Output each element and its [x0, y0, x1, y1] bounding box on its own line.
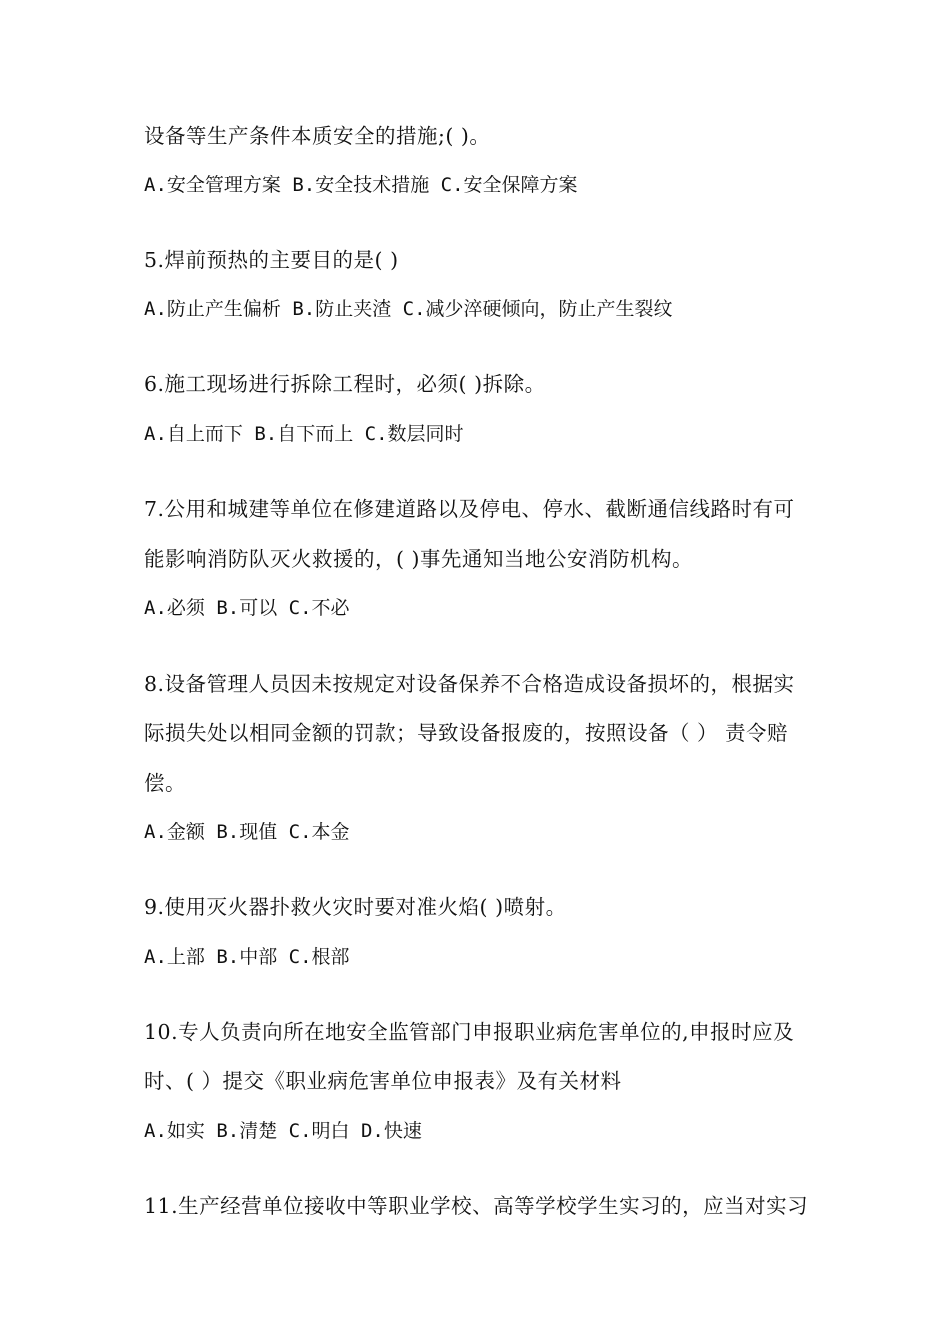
- question-8-stem-line-2: 际损失处以相同金额的罚款；导致设备报废的，按照设备（ ） 责令赔: [144, 721, 789, 745]
- question-10-stem-line-1: 10.专人负责向所在地安全监管部门申报职业病危害单位的,申报时应及: [144, 1020, 795, 1044]
- question-8-stem-line-3: 偿。: [144, 771, 186, 795]
- question-7-stem-line-2: 能影响消防队灭火救援的，( )事先通知当地公安消防机构。: [144, 547, 694, 571]
- question-8-options: A.金额 B.现值 C.本金: [144, 821, 350, 843]
- question-4-stem-end: 设备等生产条件本质安全的措施;( )。: [144, 124, 491, 148]
- question-6-stem: 6.施工现场进行拆除工程时，必须( )拆除。: [144, 372, 546, 396]
- question-10-stem-line-2: 时、( ）提交《职业病危害单位申报表》及有关材料: [144, 1069, 622, 1093]
- question-9-stem: 9.使用灭火器扑救火灾时要对准火焰( )喷射。: [144, 895, 567, 919]
- question-11-stem-line-1: 11.生产经营单位接收中等职业学校、高等学校学生实习的，应当对实习: [144, 1194, 809, 1218]
- question-8-stem-line-1: 8.设备管理人员因未按规定对设备保养不合格造成设备损坏的，根据实: [144, 672, 795, 696]
- question-7-stem-line-1: 7.公用和城建等单位在修建道路以及停电、停水、截断通信线路时有可: [144, 497, 795, 521]
- question-9-options: A.上部 B.中部 C.根部: [144, 946, 350, 968]
- question-10-options: A.如实 B.清楚 C.明白 D.快速: [144, 1120, 422, 1142]
- question-6-options: A.自上而下 B.自下而上 C.数层同时: [144, 423, 464, 445]
- question-7-options: A.必须 B.可以 C.不必: [144, 597, 350, 619]
- question-4-options: A.安全管理方案 B.安全技术措施 C.安全保障方案: [144, 174, 578, 196]
- question-5-options: A.防止产生偏析 B.防止夹渣 C.减少淬硬倾向，防止产生裂纹: [144, 298, 673, 320]
- question-5-stem: 5.焊前预热的主要目的是( ): [144, 248, 399, 272]
